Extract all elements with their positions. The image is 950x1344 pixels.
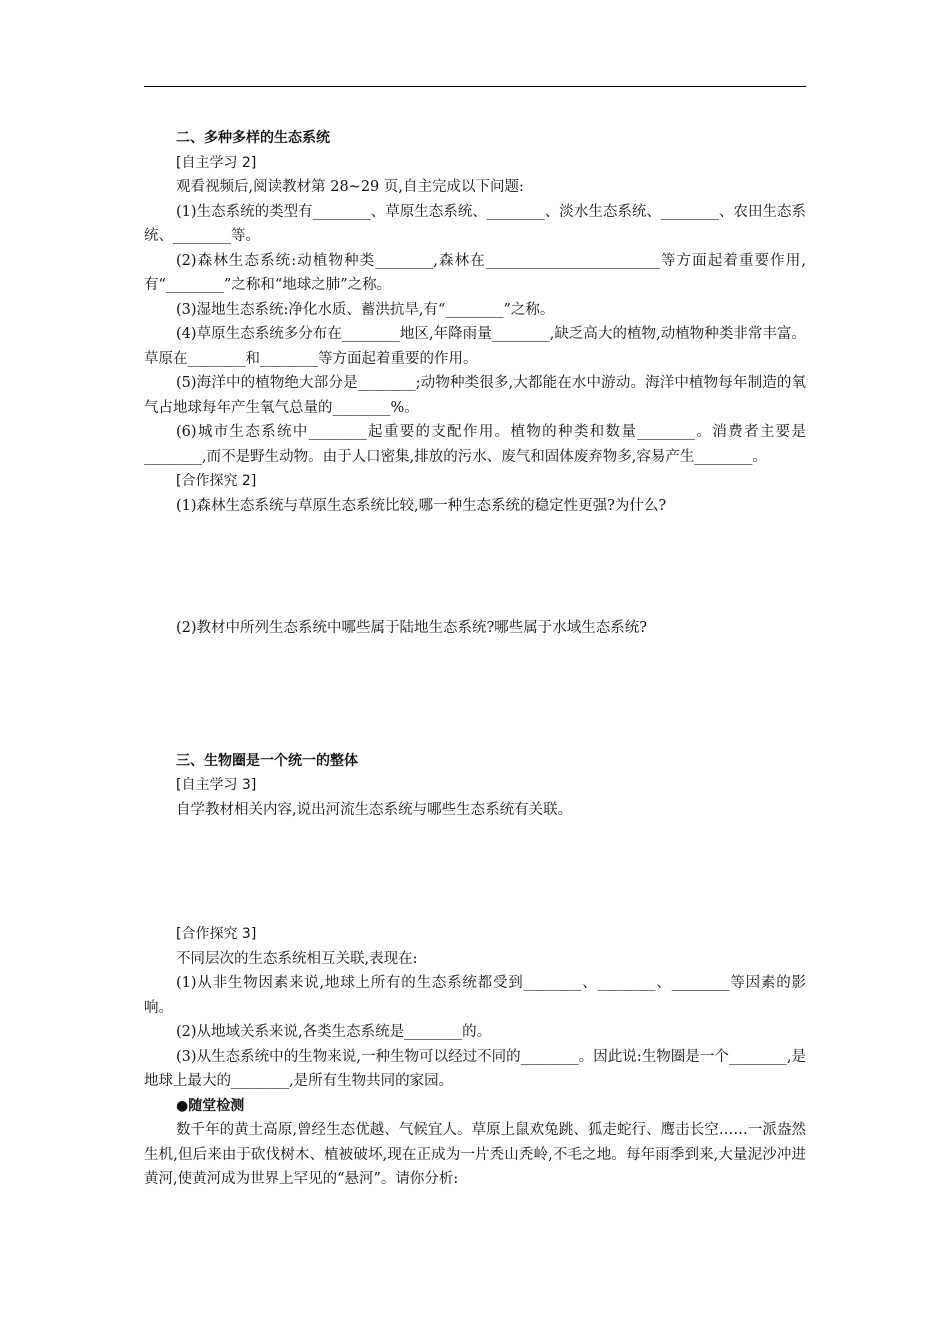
self-study-2-tag: [自主学习 2] [176,154,257,171]
section2-title: 二、多种多样的生态系统 [176,130,330,146]
coop-3-intro: 不同层次的生态系统相互关联,表现在: [176,950,418,967]
question-item: (1)生态系统的类型有________、草原生态系统、________、淡水生态系统、________、农田生态系统、________等。 [144,203,806,244]
self-study-3-text: 自学教材相关内容,说出河流生态系统与哪些生态系统有关联。 [176,801,573,818]
coop-3-tag: [合作探究 3] [176,926,257,942]
section3-title: 三、生物圈是一个统一的整体 [176,752,358,769]
coop-3-item: (2)从地域关系来说,各类生态系统是________的。 [176,1024,492,1040]
question-item: (2)森林生态系统:动植物种类________,森林在________________________等方面起着重要作用,有“________”之称和“地球之肺”之称。 [144,252,806,293]
question-item: (3)湿地生态系统:净化水质、蓄洪抗旱,有“________”之称。 [176,301,555,318]
answer-space [144,518,806,616]
coop-3-item: (3)从生态系统中的生物来说,一种生物可以经过不同的________。因此说:生物圈是一个________,是地球上最大的________,是所有生物共同的家园。 [144,1048,806,1089]
check-text: 数千年的黄土高原,曾经生态优越、气候宜人。草原上鼠欢兔跳、狐走蛇行、鹰击长空……一派盎然生机,但后来由于砍伐树木、植被破坏,现在正成为一片秃山秃岭,不毛之地。每年雨季到来,大量泥沙冲进黄河,使黄河成为世界上罕见的“悬河”。请你分析: [144,1122,806,1187]
question-item: (6)城市生态系统中________起重要的支配作用。植物的种类和数量________。消费者主要是________,而不是野生动物。由于人口密集,排放的污水、废气和固体废弃物多,容易产生________。 [144,424,806,465]
question-item: (4)草原生态系统多分布在________地区,年降雨量________,缺乏高大的植物,动植物种类非常丰富。草原在________和________等方面起着重要的作用。 [144,326,806,367]
coop-3-item: (1)从非生物因素来说,地球上所有的生态系统都受到________、________、________等因素的影响。 [144,975,806,1016]
coop-2-tag: [合作探究 2] [176,473,257,489]
coop-2-question-1: (1)森林生态系统与草原生态系统比较,哪一种生态系统的稳定性更强?为什么? [176,497,667,514]
answer-space [144,641,806,749]
header-rule [144,86,806,87]
check-title: ●随堂检测 [176,1097,245,1114]
answer-space [144,822,806,922]
self-study-3-tag: [自主学习 3] [176,777,257,793]
question-item: (5)海洋中的植物绝大部分是________;动物种类很多,大都能在水中游动。海洋中植物每年制造的氧气占地球每年产生氧气总量的________%。 [144,375,806,416]
section2-intro: 观看视频后,阅读教材第 28~29 页,自主完成以下问题: [176,179,524,195]
document-body [144,126,806,1192]
coop-2-question-2: (2)教材中所列生态系统中哪些属于陆地生态系统?哪些属于水域生态系统? [176,620,648,636]
